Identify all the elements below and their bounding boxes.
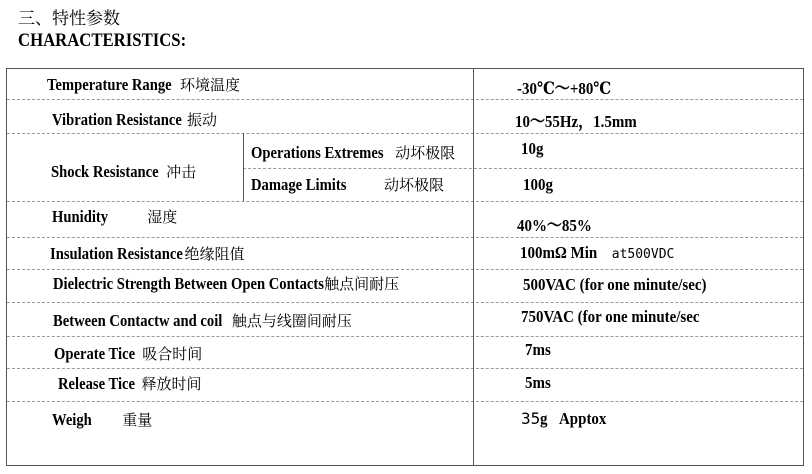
row-divider bbox=[7, 99, 803, 100]
vibration-value: 10～55Hz，1.5mm bbox=[515, 112, 637, 131]
insulation-value: 100mΩ Min at500VDC bbox=[520, 243, 675, 262]
dielectric-open-value: 500VAC (for one minute/sec) bbox=[523, 275, 707, 294]
column-divider bbox=[473, 69, 474, 465]
row-divider bbox=[7, 336, 803, 337]
row-divider bbox=[7, 133, 803, 134]
row-divider bbox=[7, 201, 803, 202]
shock-operations-value: 10g bbox=[521, 139, 544, 158]
row-divider bbox=[243, 168, 803, 169]
row-divider bbox=[7, 302, 803, 303]
column-divider bbox=[243, 133, 244, 201]
row-divider bbox=[7, 401, 803, 402]
dielectric-coil-label: Between Contactw and coil 触点与线圈间耐压 bbox=[53, 311, 352, 330]
temperature-label: Temperature Range 环境温度 bbox=[47, 75, 240, 94]
insulation-label: Insulation Resistance 绝缘阻值 bbox=[50, 244, 245, 263]
humidity-value: 40%～85% bbox=[517, 216, 592, 235]
temperature-value: -30℃～+80℃ bbox=[517, 79, 612, 98]
row-divider bbox=[7, 237, 803, 238]
vibration-label: Vibration Resistance 振动 bbox=[52, 110, 217, 129]
release-time-value: 5ms bbox=[525, 373, 551, 392]
release-time-label: Release Tice 释放时间 bbox=[58, 374, 202, 393]
shock-operations-label: Operations Extremes 动坏极限 bbox=[251, 143, 456, 162]
dielectric-open-label: Dielectric Strength Between Open Contacts触点间耐压 bbox=[53, 274, 400, 293]
section-heading-english: CHARACTERISTICS: bbox=[18, 30, 187, 51]
weigh-value: 35g Apptox bbox=[521, 409, 607, 428]
characteristics-table bbox=[6, 68, 804, 466]
humidity-label: Hunidity 湿度 bbox=[52, 207, 178, 226]
shock-label: Shock Resistance 冲击 bbox=[51, 162, 197, 181]
dielectric-coil-value: 750VAC (for one minute/sec bbox=[521, 307, 700, 326]
shock-damage-label: Damage Limits 动坏极限 bbox=[251, 175, 444, 194]
operate-time-label: Operate Tice 吸合时间 bbox=[54, 344, 203, 363]
operate-time-value: 7ms bbox=[525, 340, 551, 359]
row-divider bbox=[7, 368, 803, 369]
weigh-label: Weigh 重量 bbox=[52, 410, 153, 429]
shock-damage-value: 100g bbox=[523, 175, 553, 194]
section-heading-chinese: 三、特性参数 bbox=[18, 9, 120, 29]
row-divider bbox=[7, 269, 803, 270]
